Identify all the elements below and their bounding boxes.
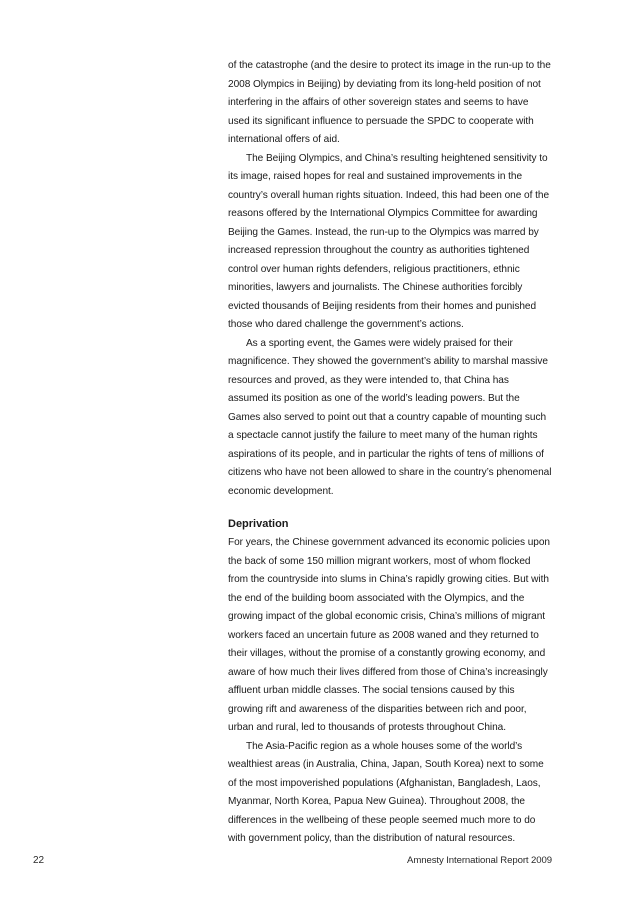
- report-title-footer: Amnesty International Report 2009: [407, 855, 552, 866]
- body-paragraph-sporting-event: As a sporting event, the Games were widely praised for their magnificence. They showed the government’s ability to marshal massive resources and proved, as they were intended to, that China has assumed its position as one of the world’s leading powers. But the Games also served to point out that a country capable of mounting such a spectacle cannot justify the failure to meet many of the human rights aspirations of its people, and in particular the rights of tens of millions of citizens who have not been allowed to share in the country’s phenomenal economic development.: [228, 337, 552, 497]
- body-paragraph-asia-pacific: The Asia-Pacific region as a whole houses some of the world’s wealthiest areas (in Australia, China, Japan, South Korea) next to some of the most impoverished populations (Afghanistan, Bangladesh, Laos, Myanmar, North Korea, Papua New Guinea). Throughout 2008, the differences in the wellbeing of these people seemed much more to do with government policy, than the distribution of natural resources.: [228, 740, 544, 844]
- main-text-column: [228, 57, 552, 849]
- page-number: 22: [33, 855, 45, 866]
- body-paragraph-beijing-olympics: The Beijing Olympics, and China’s resulting heightened sensitivity to its image, raised hopes for real and sustained improvements in the country’s overall human rights situation. Indeed, this had been one of the reasons offered by the International Olympics Committee for awarding Beijing the Games. Instead, the run-up to the Olympics was marred by increased repression throughout the country as authorities tightened control over human rights defenders, religious practitioners, ethnic minorities, lawyers and journalists. The Chinese authorities forcibly evicted thousands of Beijing residents from their homes and punished those who dared challenge the government’s actions.: [228, 152, 550, 330]
- body-paragraph-continuation: of the catastrophe (and the desire to protect its image in the run-up to the 2008 Olympics in Beijing) by deviating from its long-held position of not interfering in the affairs of other sovereign states and seems to have used its significant influence to persuade the SPDC to cooperate with international offers of aid.: [228, 60, 551, 145]
- section-heading-deprivation: Deprivation: [228, 518, 289, 530]
- body-paragraph-migrant-workers: For years, the Chinese government advanced its economic policies upon the back of some 150 million migrant workers, most of whom flocked from the countryside into slums in China’s rapidly growing cities. But with the end of the building boom associated with the Olympics, and the growing impact of the global economic crisis, China’s millions of migrant workers faced an uncertain future as 2008 waned and they returned to their villages, without the promise of a constantly growing economy, and aware of how much their lives differed from those of China’s increasingly affluent urban middle classes. The social tensions caused by this growing rift and awareness of the disparities between rich and poor, urban and rural, led to thousands of protests throughout China.: [228, 537, 550, 733]
